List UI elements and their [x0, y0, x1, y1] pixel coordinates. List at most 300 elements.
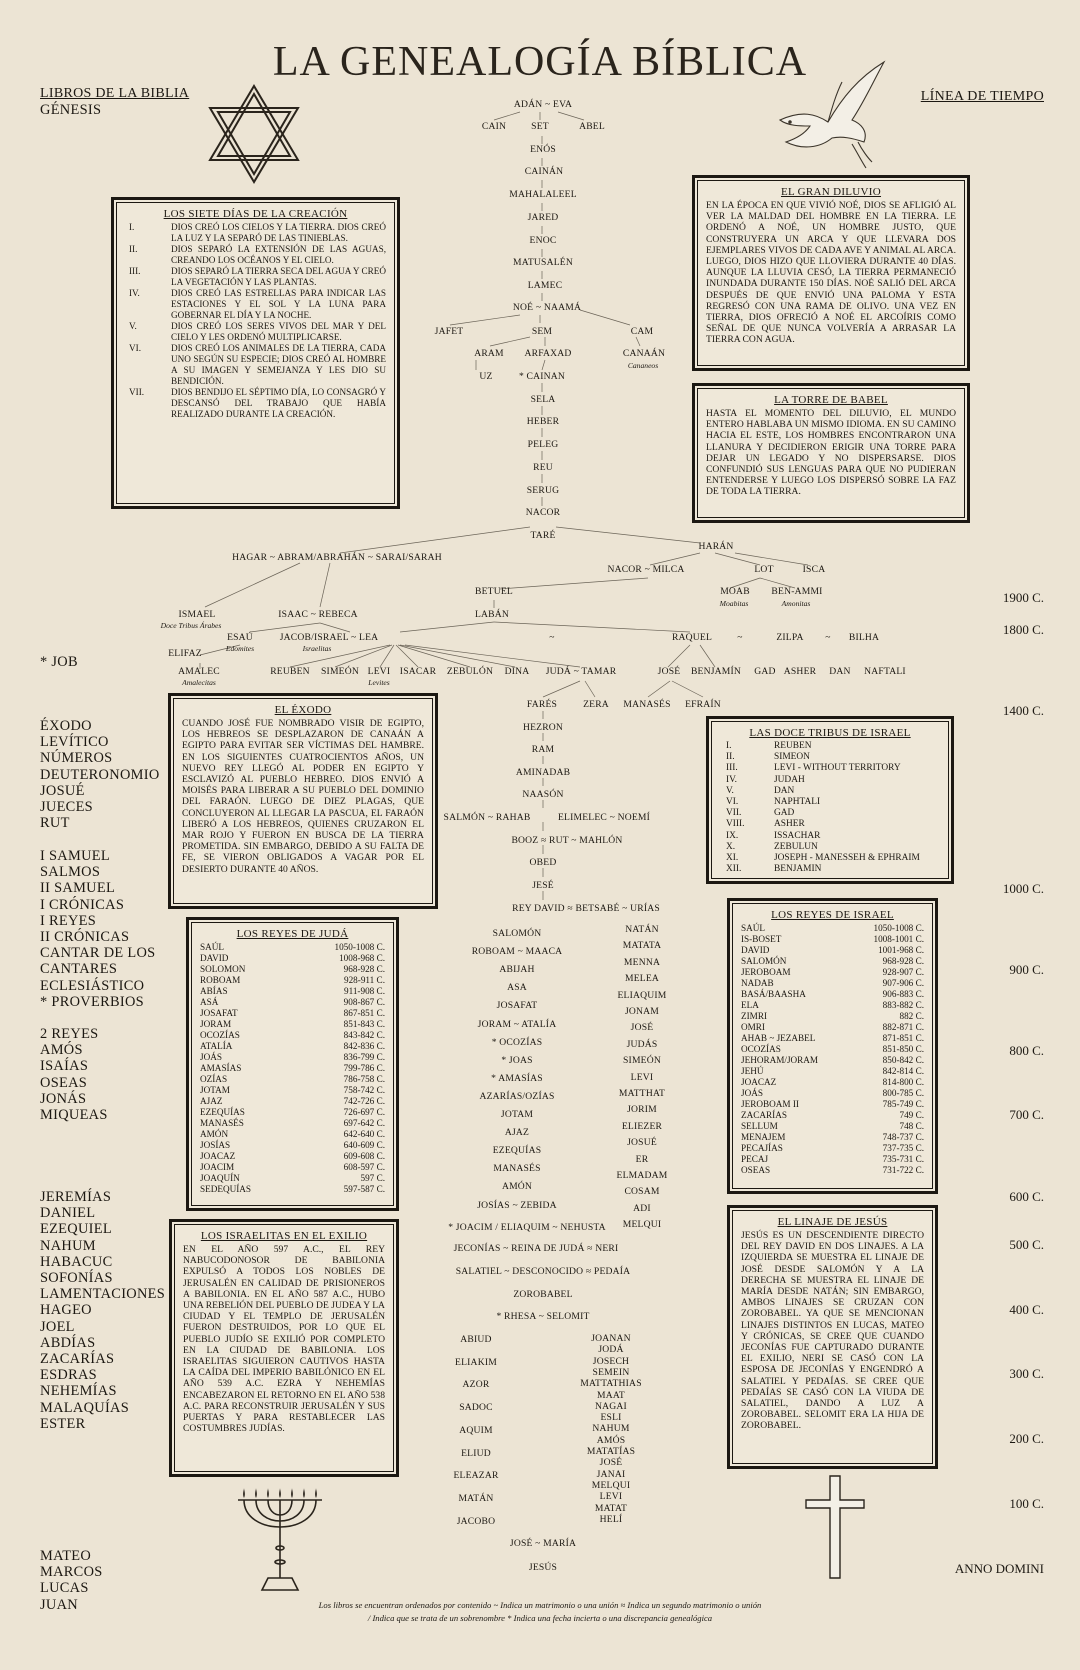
king-reign: 642-640 C.	[343, 1129, 385, 1139]
footnote-line: Los libros se encuentran ordenados por contenido ~ Indica un matrimonio o una unión ≈ Indica un segundo matrimonio o unión	[318, 1600, 762, 1610]
tree-node: HEBER	[526, 416, 560, 427]
king-name: SEDEQUÍAS	[200, 1184, 252, 1194]
day-number: V.	[129, 321, 137, 331]
king-reign: 758-742 C.	[343, 1085, 385, 1095]
king-reign: 737-735 C.	[882, 1143, 924, 1153]
tree-node: JOSÍAS ~ ZEBIDA	[477, 1199, 557, 1211]
king-name: NADAB	[741, 978, 774, 988]
king-name: ZACARÍAS	[741, 1110, 787, 1120]
king-name: AHAB ~ JEZABEL	[741, 1033, 816, 1043]
day-number: I.	[129, 222, 135, 232]
tree-node: REUBEN	[270, 666, 310, 677]
tree-node: MATATÍAS	[586, 1446, 636, 1457]
books-heading: LIBROS DE LA BIBLIA	[40, 86, 190, 101]
king-reign: 800-785 C.	[882, 1088, 924, 1098]
day-text: DIOS CREÓ LAS ESTRELLAS PARA INDICAR LAS ESTACIONES Y EL SOL Y LA LUNA PARA GOBERNAR EL DÍA Y LA NOCHE.	[171, 288, 386, 320]
king-name: IS-BOSET	[741, 934, 782, 944]
tree-node-note: Levites	[368, 678, 390, 687]
day-text: DIOS SEPARÓ LA TIERRA SECA DEL AGUA Y CREÓ LA VEGETACIÓN Y LAS PLANTAS.	[171, 266, 386, 287]
day-text: DIOS CREÓ LOS CIELOS Y LA TIERRA. DIOS CREÓ LA LUZ Y LA SEPARÓ DE LAS TINIEBLAS.	[171, 222, 386, 243]
book-item: MARCOS	[40, 1564, 103, 1581]
book-item: I CRÓNICAS	[40, 896, 125, 913]
tree-node: JUDÁ ~ TAMAR	[545, 666, 617, 677]
king-reign: 867-851 C.	[343, 1008, 385, 1018]
tribe-name: NAPHTALI	[774, 797, 821, 808]
tree-node: ESLI	[600, 1412, 622, 1424]
tribe-number: V.	[726, 785, 734, 796]
book-item: OSEAS	[40, 1074, 88, 1091]
timeline-mark: 700 C.	[1009, 1107, 1044, 1122]
tree-node: JAFET	[434, 326, 464, 337]
king-reign: 882 C.	[899, 1011, 924, 1021]
king-name: SELLUM	[741, 1121, 778, 1131]
king-reign: 907-906 C.	[882, 978, 924, 988]
tree-node: BOOZ ≈ RUT ~ MAHLÓN	[511, 835, 623, 846]
king-name: SAÚL	[741, 923, 765, 933]
tree-node: MATAT	[594, 1502, 628, 1514]
king-reign: 842-814 C.	[882, 1066, 924, 1076]
king-name: OMRI	[741, 1022, 765, 1032]
cross-icon	[804, 1474, 866, 1580]
book-group-samuel	[40, 848, 155, 1010]
tree-node: ZILPA	[776, 632, 804, 643]
book-item: JONÁS	[40, 1090, 87, 1107]
tree-node: ROBOAM ~ MAACA	[471, 946, 563, 958]
book-item: CANTAR DE LOS	[40, 945, 156, 962]
tree-node: * JOAS	[501, 1054, 533, 1066]
tree-node: ADI	[633, 1202, 651, 1214]
tree-node: ADÁN ~ EVA	[513, 99, 573, 110]
book-item: EZEQUIEL	[40, 1221, 112, 1238]
king-name: JOSAFAT	[200, 1008, 238, 1018]
tree-node: ABIJAH	[499, 964, 535, 976]
tree-node: BETUEL	[475, 586, 513, 597]
tribe-number: X.	[726, 841, 736, 852]
king-name: JEHÚ	[741, 1066, 764, 1076]
tribe-name: ISSACHAR	[774, 830, 821, 841]
book-item: HAGEO	[40, 1302, 92, 1319]
tree-node: SADOC	[459, 1402, 493, 1414]
tree-node: NOÉ ~ NAAMÁ	[512, 302, 582, 313]
exodus-title: EL ÉXODO	[274, 704, 332, 716]
creation-days	[125, 222, 386, 420]
tree-node: CANAÁN	[622, 348, 666, 359]
tree-node: SALOMÓN	[492, 928, 542, 939]
king-name: ABÍAS	[200, 986, 228, 996]
tree-node-note: Amonitas	[781, 599, 811, 608]
tree-node: REU	[533, 462, 553, 473]
king-reign: 814-800 C.	[882, 1077, 924, 1087]
king-reign: 786-758 C.	[343, 1074, 385, 1084]
flood-text: EN LA ÉPOCA EN QUE VIVIÓ NOÉ, DIOS SE AFLIGIÓ AL VER LA MALDAD DEL HOMBRE EN LA TIERRA. LE ORDENÓ A NOÉ, UN HOMBRE JUSTO, QUE CONSTRUYERA UN ARCA Y QUE LLEVARA DOS EJEMPLARES VIVOS DE CADA AVE Y ANIMAL AL ARCA. LUEGO, DIOS HIZO QUE LLOVIERA DURANTE 40 DÍAS. AUNQUE LA LLUVIA CESÓ, LA TIERRA PERMANECIÓ INUNDADA DURANTE 150 DÍAS. NOÉ SALIÓ DEL ARCA DESPUÉS DE QUE ENVIÓ UNA PALOMA Y ESTA REGRESÓ CON UNA RAMA DE OLIVO. UNA VEZ EN TIERRA, DIOS OFRECIÓ A NOÉ EL ARCOÍRIS COMO SEÑAL DE QUE NUNCA VOLVERÍA A ARRASAR LA TIERRA CON AGUA.	[706, 200, 956, 346]
creation-title: LOS SIETE DÍAS DE LA CREACIÓN	[163, 208, 348, 220]
tree-node: PELEG	[527, 439, 559, 450]
king-name: JOSÍAS	[200, 1140, 231, 1150]
king-name: AMÓN	[200, 1129, 229, 1139]
king-reign: 608-597 C.	[343, 1162, 385, 1172]
tree-node: SEMEIN	[592, 1366, 630, 1378]
book-item: SOFONÍAS	[40, 1270, 113, 1287]
book-item: II CRÓNICAS	[40, 929, 130, 946]
king-name: AMASÍAS	[200, 1063, 242, 1073]
king-reign: 597 C.	[360, 1173, 385, 1183]
dove-icon	[772, 58, 890, 170]
book-item: * PROVERBIOS	[40, 993, 144, 1010]
tribe-number: IX.	[726, 830, 739, 841]
tree-node: MOAB	[720, 586, 750, 597]
king-name: OZÍAS	[200, 1074, 228, 1084]
star-of-david-icon	[206, 82, 302, 186]
tree-node: HEZRON	[522, 722, 564, 733]
king-name: ZIMRI	[741, 1011, 768, 1021]
jesus-lineage-text: JESÚS ES UN DESCENDIENTE DIRECTO DEL REY DAVID EN DOS LINAJES. A LA IZQUIERDA SE MUESTRA EL LINAJE DE JOSÉ DESDE SALOMÓN Y A LA DERECHA SE MUESTRA EL LINAJE DE MARÍA DESDE NATÁN; SIN EMBARGO, AMBOS LINAJES SE CRUZAN CON ZOROBABEL. YA QUE SE MENCIONAN LINAJES DISTINTOS EN LUCAS, MATEO Y CRÓNICAS, SE CREE QUE CUANDO JECONÍAS FUE CAPTURADO DURANTE EL EXILIO, NERI SE CASÓ CON LA ESPOSA DE JECONÍAS Y ENGENDRÓ A SALATIEL Y PEDAÍAS. SE CREE QUE PEDAÍAS SE CASÓ CON LA VIUDA DE SALATIEL, DANDO A LUZ A ZOROBABEL. SELOMIT ERA LA HIJA DE ZOROBABEL.	[741, 1230, 924, 1432]
flood-title: EL GRAN DILUVIO	[780, 186, 882, 198]
tree-node: ZOROBABEL	[513, 1289, 573, 1300]
king-reign: 748-737 C.	[882, 1132, 924, 1142]
timeline-mark: 1900 C.	[1002, 590, 1044, 605]
tree-node: * AMASÍAS	[491, 1072, 543, 1084]
king-reign: 928-907 C.	[882, 967, 924, 977]
tree-node: JORAM ~ ATALÍA	[477, 1018, 557, 1030]
tree-node: UZ	[479, 371, 493, 382]
king-name: BASÁ/BAASHA	[741, 989, 806, 999]
tree-node: JACOBO	[456, 1515, 496, 1527]
king-reign: 742-726 C.	[343, 1096, 385, 1106]
tree-node: HARÁN	[698, 541, 734, 552]
tree-node-note: Cananeos	[627, 361, 659, 370]
book-item: NAHUM	[40, 1237, 96, 1254]
tree-node: ELMADAM	[616, 1170, 668, 1181]
tree-node: JANAI	[596, 1468, 626, 1480]
tree-node: DAN	[829, 666, 851, 677]
tribe-name: BENJAMIN	[774, 864, 822, 875]
book-item: ESTER	[40, 1415, 86, 1432]
tree-node: RAM	[531, 744, 555, 755]
book-item: AMÓS	[40, 1042, 83, 1059]
book-item: HABACUC	[40, 1253, 113, 1270]
tree-node: * RHESA ~ SELOMIT	[496, 1311, 590, 1322]
tree-node: MATTATHIAS	[580, 1378, 642, 1390]
page-title: LA GENEALOGÍA BÍBLICA	[272, 39, 808, 85]
tree-node: AMÓS	[596, 1434, 626, 1446]
tree-node: ARFAXAD	[524, 348, 572, 359]
tree-node: MATUSALÉN	[513, 257, 573, 268]
king-name: OCOZÍAS	[200, 1030, 240, 1040]
king-reign: 871-851 C.	[882, 1033, 924, 1043]
tree-node: EZEQUÍAS	[492, 1145, 542, 1157]
book-item: * JOB	[40, 654, 78, 670]
king-name: DAVID	[200, 953, 229, 963]
tree-node: OBED	[529, 857, 557, 868]
book-item: MATEO	[40, 1548, 92, 1564]
king-reign: 968-928 C.	[343, 964, 385, 974]
tree-node: NAGAI	[595, 1400, 627, 1412]
tree-node: JOSÉ	[599, 1457, 623, 1469]
tree-node: MENNA	[623, 956, 661, 968]
tribe-number: VII.	[726, 808, 742, 819]
tree-node: AZARÍAS/OZÍAS	[479, 1090, 555, 1102]
king-reign: 697-642 C.	[343, 1118, 385, 1128]
king-name: SOLOMON	[200, 964, 246, 974]
king-name: ASÁ	[200, 997, 219, 1007]
tree-node: ELIEZER	[621, 1120, 663, 1132]
judah-kings-box	[186, 917, 399, 1211]
tree-node: JECONÍAS ~ REINA DE JUDÁ ≈ NERI	[453, 1243, 619, 1254]
day-number: II.	[129, 244, 138, 254]
tree-node: ZEBULÓN	[446, 666, 494, 677]
tree-node: ENÓS	[530, 144, 556, 155]
king-name: AJAZ	[200, 1096, 223, 1106]
timeline-mark: 500 C.	[1009, 1237, 1044, 1252]
jesus-lineage-box	[727, 1205, 938, 1469]
tree-node: ABEL	[579, 121, 605, 132]
king-name: SAÚL	[200, 942, 224, 952]
book-group-exodus	[40, 718, 160, 831]
book-item: ÉXODO	[40, 718, 92, 734]
tree-node: BEN-AMMI	[771, 586, 823, 597]
book-item: JUAN	[40, 1596, 78, 1613]
tribe-number: I.	[726, 741, 732, 751]
king-reign: 883-882 C.	[882, 1000, 924, 1010]
king-name: ROBOAM	[200, 975, 241, 985]
tree-node: NAASÓN	[522, 789, 564, 800]
tree-node-note: Moabitas	[719, 599, 749, 608]
king-name: JOACIM	[200, 1162, 235, 1172]
tree-node: JONAM	[624, 1006, 660, 1017]
exodus-box	[168, 693, 438, 909]
tree-node: ENOC	[529, 235, 557, 246]
king-name: JOACAZ	[200, 1151, 236, 1161]
jesus-lineage-title: EL LINAJE DE JESÚS	[777, 1216, 888, 1228]
king-reign: 882-871 C.	[882, 1022, 924, 1032]
tree-node: ELIMELEC ~ NOEMÍ	[557, 812, 651, 823]
tree-node-note: Edomites	[225, 644, 255, 653]
book-group-genesis	[40, 102, 101, 118]
tree-node: JOSUÉ	[627, 1137, 657, 1149]
timeline-mark: ANNO DOMINI	[954, 1561, 1044, 1576]
king-reign: 928-911 C.	[343, 975, 385, 985]
book-item: MIQUEAS	[40, 1107, 108, 1124]
tree-node: AMINADAB	[515, 767, 571, 778]
tree-node: JOSAFAT	[496, 1000, 538, 1012]
tree-node: ~	[825, 632, 831, 643]
menorah-icon	[228, 1486, 332, 1596]
book-item: DEUTERONOMIO	[40, 766, 160, 783]
tree-node: ~	[549, 632, 555, 643]
king-reign: 1050-1008 C.	[873, 923, 924, 933]
tree-node: * OCOZÍAS	[491, 1036, 543, 1048]
tree-node: AMÓN	[501, 1181, 533, 1193]
tree-node: SERUG	[526, 485, 560, 496]
tree-node: JOSÉ	[657, 666, 681, 677]
tree-node: BENJAMÍN	[690, 666, 742, 677]
tree-node: MANASÉS	[623, 699, 671, 710]
tree-node: SEM	[531, 326, 553, 337]
tree-node: SIMEÓN	[321, 666, 359, 677]
book-item: CANTARES	[40, 961, 118, 978]
king-reign: 1001-968 C.	[878, 945, 924, 955]
king-name: OSEAS	[741, 1165, 771, 1175]
book-item: JUECES	[40, 799, 93, 816]
king-name: JOAQUÍN	[200, 1173, 240, 1183]
tribe-number: XI.	[726, 853, 739, 864]
exile-text: EN EL AÑO 597 A.C., EL REY NABUCODONOSOR DE BABILONIA EXPULSÓ A TODOS LOS NOBLES DE JERUSALÉN EN CALIDAD DE PRISIONEROS A BABILONIA. EN EL AÑO 587 A.C., HUBO UNA REBELIÓN DEL PUEBLO DE JUDEA Y LA CIUDAD Y EL TEMPLO DE JERUSALÉN FUERON DESTRUIDOS, POR LO QUE EL PUEBLO JUDÍO SE EXILIÓ POR COMPLETO EN LA CIUDAD DE BABILONIA. LOS ISRAELITAS SIGUIERON CAUTIVOS HASTA LA CAÍDA DEL IMPERIO BABILÓNICO EN EL AÑO 539 A.C. EZRA Y NEHEMÍAS ENCABEZARON EL RETORNO EN EL AÑO 538 A.C. PARA RECONSTRUIR JERUSALÉN Y SUS PUERTAS Y PARA RESTABLECER LAS COSTUMBRES JUDÍAS.	[183, 1244, 385, 1435]
book-item: NEHEMÍAS	[40, 1383, 117, 1400]
tree-node: AZOR	[462, 1379, 490, 1391]
tribe-name: JOSEPH - MANESSEH & EPHRAIM	[774, 853, 920, 864]
tree-node: ~	[737, 632, 743, 643]
king-name: JEROBOAM II	[741, 1099, 799, 1109]
king-name: DAVID	[741, 945, 770, 955]
tree-node: ISACAR	[399, 666, 437, 677]
tribe-number: IV.	[726, 774, 738, 785]
tree-node: * CAINAN	[518, 371, 566, 382]
tree-node: EFRAÍN	[685, 699, 721, 710]
day-number: VII.	[129, 387, 145, 397]
tribe-name: GAD	[774, 808, 795, 819]
tree-node: * JOACIM / ELIAQUIM ~ NEHUSTA	[448, 1222, 606, 1233]
tree-node: JOANAN	[591, 1333, 631, 1344]
day-text: DIOS CREÓ LOS ANIMALES DE LA TIERRA, CADA UNO SEGÚN SU ESPECIE; DIOS CREÓ AL HOMBRE A SU IMAGEN Y SEMEJANZA Y LES DIO SU BENDICIÓN.	[171, 343, 386, 386]
tree-node-note: Israelitas	[302, 644, 332, 653]
tree-node: JOTAM	[500, 1109, 534, 1120]
tribe-number: VI.	[726, 797, 739, 808]
tribe-name: SIMEON	[774, 752, 810, 763]
tribe-name: ZEBULUN	[774, 841, 818, 852]
tree-node: MAAT	[597, 1389, 625, 1401]
tree-node: MELEA	[624, 973, 660, 985]
king-reign: 748 C.	[899, 1121, 924, 1131]
tribe-number: VIII.	[726, 819, 745, 830]
tree-node: REY DAVID ≈ BETSABÉ ~ URÍAS	[512, 903, 660, 914]
tree-node: SALMÓN ~ RAHAB	[443, 812, 531, 823]
tree-node: MELQUI	[591, 1479, 631, 1491]
timeline-mark: 200 C.	[1009, 1431, 1044, 1446]
tree-node: MATATA	[622, 940, 662, 952]
day-text: DIOS BENDIJO EL SÉPTIMO DÍA, LO CONSAGRÓ Y DESCANSÓ DEL TRABAJO QUE HABÍA REALIZADO DURANTE LA CREACIÓN.	[171, 387, 386, 419]
king-name: OCOZÍAS	[741, 1044, 781, 1054]
king-reign: 597-587 C.	[343, 1184, 385, 1194]
tree-node: HAGAR ~ ABRAM/ABRAHÁN ~ SARAI/SARAH	[232, 552, 442, 563]
tree-node-note: Amalecitas	[182, 678, 216, 687]
tree-node: SELA	[530, 394, 556, 405]
tree-node: LOT	[754, 564, 774, 575]
book-item: ABDÍAS	[40, 1334, 96, 1351]
tribes-title: LAS DOCE TRIBUS DE ISRAEL	[749, 727, 911, 739]
tribe-name: ASHER	[774, 819, 805, 830]
tree-node: ISMAEL	[178, 609, 216, 620]
tree-node: HELÍ	[599, 1513, 623, 1525]
tree-node: ISCA	[802, 564, 826, 575]
judah-kings-title: LOS REYES DE JUDÁ	[236, 928, 349, 940]
tribe-name: LEVI - WITHOUT TERRITORY	[774, 763, 901, 774]
day-text: DIOS SEPARÓ LA EXTENSIÓN DE LAS AGUAS, CREANDO LOS OCÉANOS Y EL CIELO.	[171, 244, 386, 265]
tree-node: NACOR	[525, 507, 561, 518]
book-item: NÚMEROS	[40, 750, 113, 767]
judah-kings-table	[200, 942, 385, 1195]
timeline-mark: 900 C.	[1009, 962, 1044, 977]
book-item: II SAMUEL	[40, 880, 116, 897]
flood-box	[692, 175, 970, 371]
book-item: LUCAS	[40, 1580, 89, 1597]
tree-node: JOSECH	[592, 1355, 630, 1367]
tree-node: ASHER	[783, 666, 817, 677]
tree-node: SALATIEL ~ DESCONOCIDO ≈ PEDAÍA	[455, 1266, 631, 1277]
tree-node: NATÁN	[625, 924, 659, 935]
book-item: I REYES	[40, 912, 97, 929]
king-reign: 843-842 C.	[343, 1030, 385, 1040]
book-item: LEVÍTICO	[40, 734, 109, 751]
tree-node: JOSÉ	[630, 1022, 654, 1034]
tree-node: AJAZ	[504, 1127, 530, 1139]
book-item: LAMENTACIONES	[40, 1286, 166, 1303]
tree-node: ER	[635, 1153, 649, 1165]
footnote	[0, 1600, 1080, 1623]
king-name: JEROBOAM	[741, 967, 791, 977]
tribe-number: XII.	[726, 864, 742, 875]
book-item: ISAÍAS	[40, 1058, 89, 1075]
tree-node: JACOB/ISRAEL ~ LEA	[279, 632, 379, 643]
exile-title: LOS ISRAELITAS EN EL EXILIO	[200, 1230, 368, 1242]
book-item: DANIEL	[40, 1205, 96, 1222]
king-name: EZEQUÍAS	[200, 1107, 245, 1117]
tree-node: ELIUD	[461, 1447, 491, 1459]
king-reign: 640-609 C.	[343, 1140, 385, 1150]
book-item: 2 REYES	[40, 1026, 99, 1042]
israel-kings-table	[741, 923, 924, 1176]
tribe-number: III.	[726, 763, 738, 774]
timeline-mark: 300 C.	[1009, 1366, 1044, 1381]
tree-node: BILHA	[848, 632, 880, 643]
king-reign: 609-608 C.	[343, 1151, 385, 1161]
king-reign: 851-850 C.	[882, 1044, 924, 1054]
tree-node: CAINÁN	[524, 166, 564, 177]
king-name: MENAJEM	[741, 1132, 786, 1142]
king-reign: 799-786 C.	[343, 1063, 385, 1073]
timeline-mark: 400 C.	[1009, 1302, 1044, 1317]
tree-node: ISAAC ~ REBECA	[278, 609, 358, 620]
tree-node: RAQUEL	[671, 632, 713, 643]
tree-node: JUDÁS	[626, 1038, 658, 1050]
tree-node: AQUIM	[459, 1424, 493, 1436]
tree-node: JODÁ	[598, 1344, 624, 1356]
babel-box	[692, 383, 970, 523]
tree-node: JOSÉ ~ MARÍA	[509, 1538, 577, 1549]
king-reign: 735-731 C.	[882, 1154, 924, 1164]
king-name: PECAJÍAS	[741, 1143, 783, 1153]
tree-node: MANASÉS	[493, 1163, 541, 1175]
king-name: JOTAM	[200, 1085, 230, 1095]
king-name: MANASÉS	[200, 1118, 244, 1128]
tree-node: TARÉ	[530, 530, 556, 541]
king-reign: 731-722 C.	[882, 1165, 924, 1175]
king-reign: 1050-1008 C.	[334, 942, 385, 952]
king-reign: 908-867 C.	[343, 997, 385, 1007]
tree-node-note: Doce Tribus Árabes	[160, 621, 222, 630]
king-name: SALOMÓN	[741, 956, 787, 966]
exodus-text: CUANDO JOSÉ FUE NOMBRADO VISIR DE EGIPTO, LOS HEBREOS SE DESPLAZARON DE CANAÁN A EGIPTO PARA EVITAR SER VÍCTIMAS DEL HAMBRE. EN LOS SIGUIENTES CUATROCIENTOS AÑOS, UN NUEVO REY LLEGÓ AL PODER EN EGIPTO Y ESCLAVIZÓ AL PUEBLO HEBREO. DIOS ENVIÓ A MOISÉS PARA LIBERAR A SU PUEBLO DEL DOMINIO DEL FARAÓN. LUEGO DE DIEZ PLAGAS, QUE CONCLUYERON AL LLEGAR LA PASCUA, EL FARAÓN LIBERÓ A LOS HEBREOS, QUIENES CRUZARON EL MAR ROJO Y FUERON EN BUSCA DE LA TIERRA PROMETIDA. SIN EMBARGO, DEBIDO A SU FALTA DE FE, SE VIERON OBLIGADOS A VAGAR POR EL DESIERTO DURANTE 40 AÑOS.	[182, 718, 424, 875]
tree-node: LABÁN	[474, 609, 510, 620]
babel-text: HASTA EL MOMENTO DEL DILUVIO, EL MUNDO ENTERO HABLABA UN MISMO IDIOMA. EN SU CAMINO HACIA EL ESTE, LOS HOMBRES ENCONTRARON UNA LLANURA Y DECIDIERON ERIGIR UNA TORRE PARA DEJAR UN LEGADO Y NO DISPERSARSE. DIOS CONFUNDIÓ SUS LENGUAS PARA QUE NO PUDIERAN ENTENDERSE Y LUEGO LOS DISPERSÓ SOBRE LA FAZ DE TODA LA TIERRA.	[706, 408, 956, 498]
tree-node: DINA	[504, 666, 530, 677]
tree-node: NACOR ~ MILCA	[607, 564, 685, 575]
tree-node: LAMEC	[527, 280, 563, 291]
israel-kings-box	[727, 898, 938, 1194]
king-name: ELA	[741, 1000, 759, 1010]
book-group-prophets	[40, 1189, 165, 1432]
book-item: JOEL	[40, 1318, 75, 1335]
king-name: JOACAZ	[741, 1077, 777, 1087]
